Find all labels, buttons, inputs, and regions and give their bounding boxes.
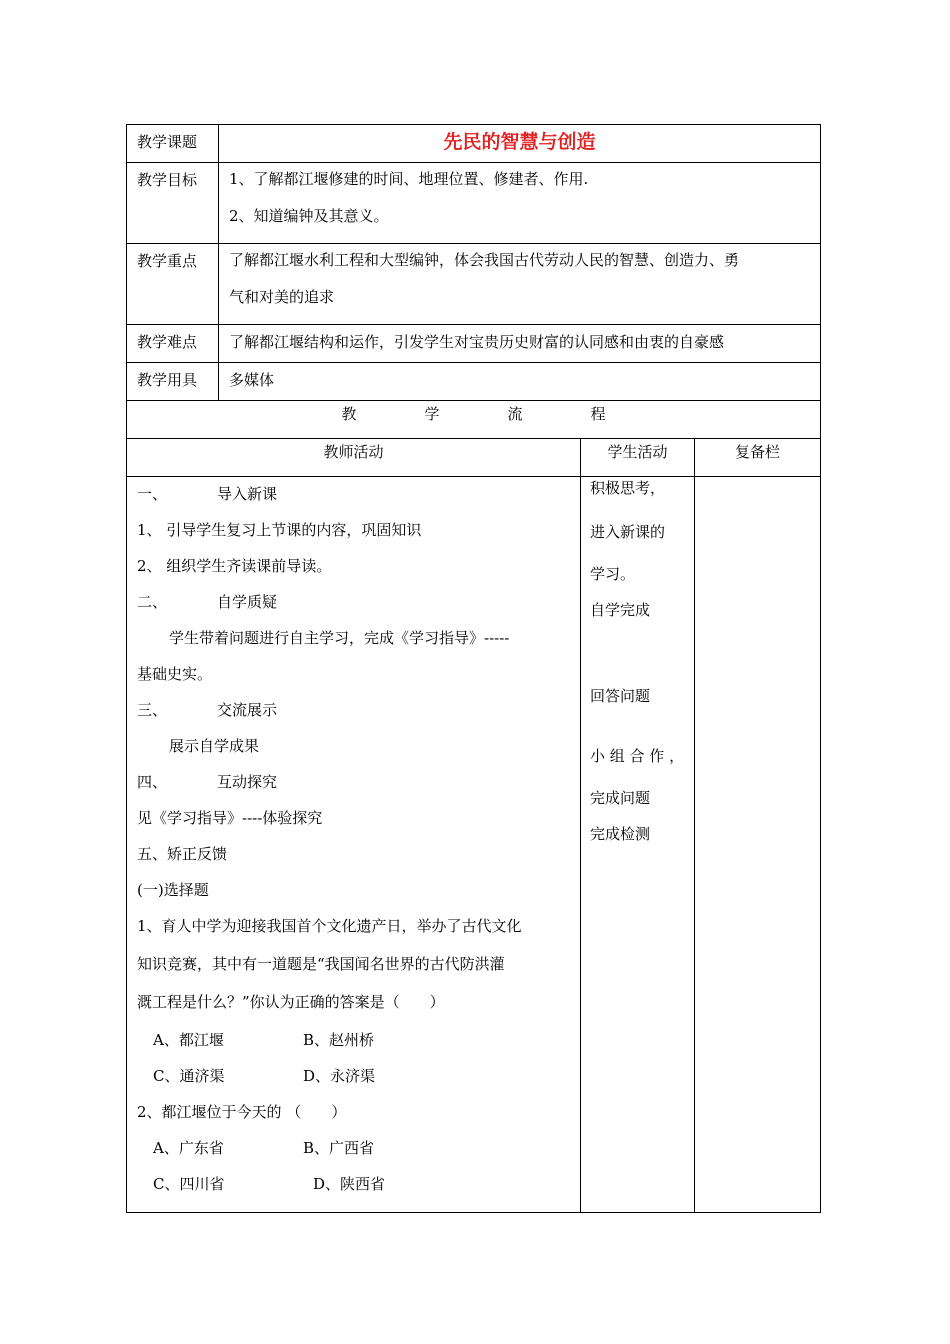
section-title: 导入新课 bbox=[217, 485, 278, 503]
option: A、广东省 bbox=[153, 1139, 224, 1157]
lesson-table bbox=[126, 124, 821, 1213]
flow-char: 流 bbox=[507, 405, 523, 423]
teacher-activity bbox=[127, 477, 581, 1213]
option: B、广西省 bbox=[303, 1139, 375, 1157]
text-line: 1、 引导学生复习上节课的内容，巩固知识 bbox=[137, 521, 422, 539]
flow-char: 程 bbox=[590, 405, 606, 423]
text-line: 2、 组织学生齐读课前导读。 bbox=[137, 557, 332, 575]
text-line: 见《学习指导》----体验探究 bbox=[137, 809, 323, 827]
student-line: 进入新课的 bbox=[590, 523, 666, 541]
tools-label: 教学用具 bbox=[127, 363, 219, 401]
section-num: 二、 bbox=[137, 593, 168, 611]
key-line: 了解都江堰水利工程和大型编钟，体会我国古代劳动人民的智慧、创造力、勇 bbox=[229, 251, 740, 269]
option: B、赵州桥 bbox=[303, 1031, 375, 1049]
lesson-plan bbox=[126, 124, 820, 1213]
student-line: 积极思考， bbox=[590, 479, 666, 497]
goals-content bbox=[219, 163, 821, 244]
question-line: 2、都江堰位于今天的 （ ） bbox=[137, 1103, 347, 1121]
option: D、陕西省 bbox=[313, 1175, 386, 1193]
text-line: 展示自学成果 bbox=[169, 737, 260, 755]
flow-char: 学 bbox=[424, 405, 440, 423]
key-content bbox=[219, 244, 821, 325]
review-column bbox=[695, 477, 821, 1213]
option: D、永济渠 bbox=[303, 1067, 376, 1085]
text-line: (一)选择题 bbox=[137, 881, 209, 899]
text-line: 学生带着问题进行自主学习，完成《学习指导》----- bbox=[169, 629, 510, 647]
text-line: 五、矫正反馈 bbox=[137, 845, 228, 863]
student-line: 完成检测 bbox=[590, 825, 651, 843]
section-num: 四、 bbox=[137, 773, 168, 791]
review-column-header: 复备栏 bbox=[695, 439, 821, 477]
key-line: 气和对美的追求 bbox=[229, 288, 335, 306]
student-activity bbox=[581, 477, 695, 1213]
flow-heading bbox=[127, 401, 821, 439]
student-line: 小 组 合 作 ， bbox=[590, 747, 685, 765]
student-line: 学习。 bbox=[590, 565, 636, 583]
question-line: 知识竞赛，其中有一道题是“我国闻名世界的古代防洪灌 bbox=[137, 955, 505, 973]
option: C、四川省 bbox=[153, 1175, 225, 1193]
topic-label: 教学课题 bbox=[127, 125, 219, 163]
section-title: 自学质疑 bbox=[217, 593, 278, 611]
option: A、都江堰 bbox=[153, 1031, 224, 1049]
teacher-column-header: 教师活动 bbox=[127, 439, 581, 477]
section-num: 三、 bbox=[137, 701, 168, 719]
goals-label: 教学目标 bbox=[127, 163, 219, 244]
question-line: 溉工程是什么？”你认为正确的答案是（ ） bbox=[137, 993, 445, 1011]
difficulty-content: 了解都江堰结构和运作，引发学生对宝贵历史财富的认同感和由衷的自豪感 bbox=[219, 325, 821, 363]
tools-content: 多媒体 bbox=[219, 363, 821, 401]
difficulty-label: 教学难点 bbox=[127, 325, 219, 363]
option: C、通济渠 bbox=[153, 1067, 225, 1085]
flow-char: 教 bbox=[341, 405, 357, 423]
text-line: 基础史实。 bbox=[137, 665, 213, 683]
question-line: 1、育人中学为迎接我国首个文化遗产日，举办了古代文化 bbox=[137, 917, 522, 935]
section-num: 一、 bbox=[137, 485, 168, 503]
lesson-title: 先民的智慧与创造 bbox=[219, 125, 821, 163]
student-line: 自学完成 bbox=[590, 601, 651, 619]
student-column-header: 学生活动 bbox=[581, 439, 695, 477]
section-title: 互动探究 bbox=[217, 773, 278, 791]
goal-line: 1、了解都江堰修建的时间、地理位置、修建者、作用. bbox=[229, 170, 589, 188]
goal-line: 2、知道编钟及其意义。 bbox=[229, 207, 389, 225]
key-label: 教学重点 bbox=[127, 244, 219, 325]
section-title: 交流展示 bbox=[217, 701, 278, 719]
student-line: 回答问题 bbox=[590, 687, 651, 705]
student-line: 完成问题 bbox=[590, 789, 651, 807]
